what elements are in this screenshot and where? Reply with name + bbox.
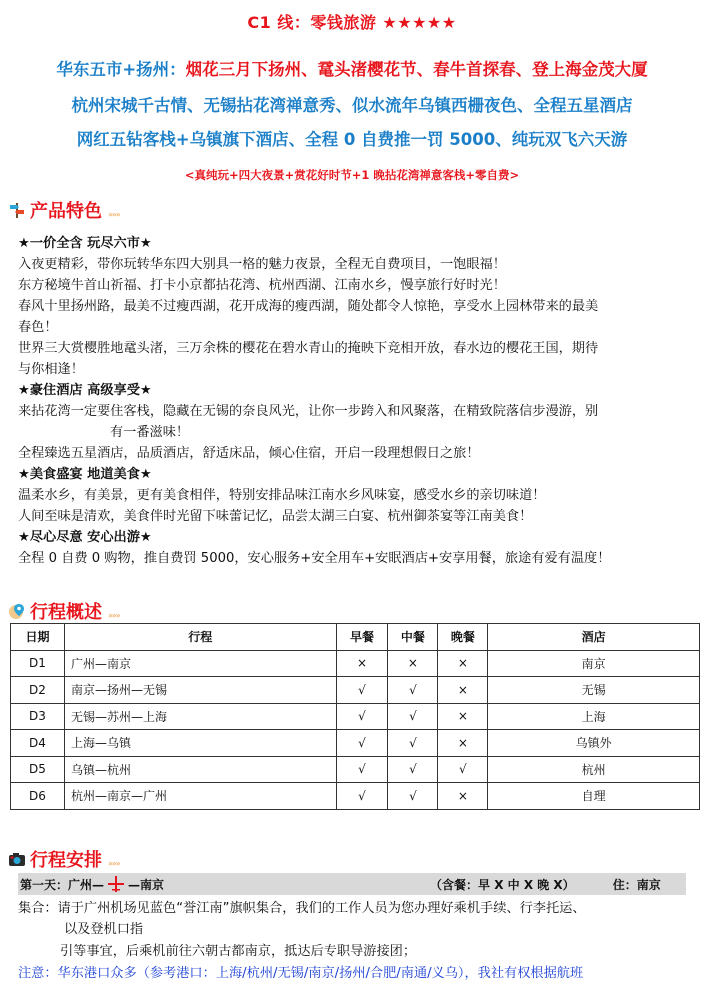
headline-line-2: 杭州宋城千古情、无锡拈花湾禅意秀、似水流年乌镇西栅夜色、全程五星酒店 bbox=[71, 96, 633, 115]
cell-dinner: × bbox=[438, 783, 488, 810]
feature-line: 入夜更精彩，带你玩转华东四大别具一格的魅力夜景，全程无自费项目，一饱眼福！ bbox=[18, 257, 506, 272]
cell-breakfast: √ bbox=[336, 677, 388, 704]
cell-dinner: × bbox=[438, 703, 488, 730]
cell-route: 乌镇—杭州 bbox=[64, 756, 336, 783]
col-header-lunch: 中餐 bbox=[388, 624, 438, 651]
col-header-date: 日期 bbox=[11, 624, 65, 651]
col-header-dinner: 晚餐 bbox=[438, 624, 488, 651]
day1-label: 第一天：广州— bbox=[20, 877, 105, 892]
cell-breakfast: √ bbox=[336, 730, 388, 757]
feature-line: 有一番滋味！ bbox=[110, 425, 190, 440]
day1-destination: —南京 bbox=[128, 877, 165, 892]
cell-breakfast: √ bbox=[336, 703, 388, 730]
headline-line-3: 网红五钻客栈+乌镇旗下酒店、全程 0 自费推一罚 5000、纯玩双飞六天游 bbox=[76, 130, 628, 149]
cell-hotel: 无锡 bbox=[488, 677, 700, 704]
cell-day: D4 bbox=[11, 730, 65, 757]
table-header-row bbox=[11, 624, 700, 651]
cell-hotel: 上海 bbox=[488, 703, 700, 730]
map-pin-icon bbox=[8, 602, 26, 620]
chevrons-icon: »»» bbox=[108, 209, 120, 219]
col-header-route: 行程 bbox=[64, 624, 336, 651]
table-row bbox=[11, 650, 700, 677]
day1-para-line-1: 集合：请于广州机场见蓝色“誉江南”旗帜集合，我们的工作人员为您办理好乘机手续、行李托运、 bbox=[18, 901, 586, 916]
day1-header-bar bbox=[18, 873, 686, 895]
cell-dinner: × bbox=[438, 730, 488, 757]
cell-day: D1 bbox=[11, 650, 65, 677]
airplane-icon bbox=[106, 874, 126, 894]
cell-breakfast: × bbox=[336, 650, 388, 677]
feature-heading: ★豪住酒店 高级享受★ bbox=[18, 383, 152, 398]
feature-line: 东方秘境牛首山祈福、打卡小京都拈花湾、杭州西湖、江南水乡，慢享旅行好时光！ bbox=[18, 278, 506, 293]
camera-icon bbox=[8, 850, 26, 868]
feature-heading: ★一价全含 玩尽六市★ bbox=[18, 236, 152, 251]
cell-day: D6 bbox=[11, 783, 65, 810]
headline-line-1 bbox=[0, 56, 704, 80]
table-row bbox=[11, 730, 700, 757]
cell-lunch: √ bbox=[388, 730, 438, 757]
feature-line: 来拈花湾一定要住客栈，隐藏在无锡的奈良风光，让你一步跨入和风聚落，在精致院落信步漫游，别 bbox=[18, 404, 599, 419]
chevrons-icon: »»» bbox=[108, 610, 120, 620]
day1-note: 注意：华东港口众多（参考港口：上海/杭州/无锡/南京/扬州/合肥/南通/义乌），我社有权根据航班 bbox=[18, 966, 584, 981]
cell-hotel: 自理 bbox=[488, 783, 700, 810]
feature-heading: ★尽心尽意 安心出游★ bbox=[18, 530, 152, 545]
col-header-breakfast: 早餐 bbox=[336, 624, 388, 651]
cell-dinner: × bbox=[438, 650, 488, 677]
cell-route: 广州—南京 bbox=[64, 650, 336, 677]
cell-lunch: √ bbox=[388, 677, 438, 704]
cell-lunch: × bbox=[388, 650, 438, 677]
table-row bbox=[11, 783, 700, 810]
cell-hotel: 乌镇外 bbox=[488, 730, 700, 757]
section-features-title: 产品特色 bbox=[30, 201, 102, 222]
cell-day: D5 bbox=[11, 756, 65, 783]
day1-meals: （含餐：早 X 中 X 晚 X） bbox=[430, 877, 575, 892]
section-arrangement-header bbox=[8, 846, 120, 872]
col-header-hotel: 酒店 bbox=[488, 624, 700, 651]
feature-line: 世界三大赏樱胜地鼋头渚，三万余株的樱花在碧水青山的掩映下竞相开放，春水边的樱花王国，期待 bbox=[18, 341, 599, 356]
day1-para-line-2: 以及登机口指 bbox=[64, 922, 144, 937]
cell-day: D2 bbox=[11, 677, 65, 704]
cell-route: 无锡—苏州—上海 bbox=[64, 703, 336, 730]
cell-day: D3 bbox=[11, 703, 65, 730]
cell-breakfast: √ bbox=[336, 783, 388, 810]
headline-route: 华东五市+扬州： bbox=[56, 60, 186, 79]
feature-heading: ★美食盛宴 地道美食★ bbox=[18, 467, 152, 482]
itinerary-table bbox=[10, 623, 700, 810]
page-title: C1 线：零钱旅游 ★★★★★ bbox=[247, 13, 457, 32]
feature-line: 春风十里扬州路，最美不过瘦西湖，花开成海的瘦西湖，随处都令人惊艳，享受水上园林带来的最美 bbox=[18, 299, 599, 314]
cell-lunch: √ bbox=[388, 703, 438, 730]
section-overview-title: 行程概述 bbox=[30, 602, 102, 623]
feature-line: 与你相逢！ bbox=[18, 362, 84, 377]
cell-dinner: × bbox=[438, 677, 488, 704]
feature-line: 人间至味是清欢，美食伴时光留下味蕾记忆，品尝太湖三白宴、杭州御茶宴等江南美食！ bbox=[18, 509, 533, 524]
day1-stay: 住：南京 bbox=[612, 877, 661, 892]
cell-breakfast: √ bbox=[336, 756, 388, 783]
feature-line: 全程 0 自费 0 购物，推自费罚 5000，安心服务+安全用车+安眠酒店+安享用餐，旅途有爱有温度！ bbox=[18, 551, 611, 566]
table-row bbox=[11, 677, 700, 704]
cell-lunch: √ bbox=[388, 783, 438, 810]
signpost-icon bbox=[8, 201, 26, 219]
cell-route: 杭州—南京—广州 bbox=[64, 783, 336, 810]
section-overview-header bbox=[8, 598, 120, 624]
chevrons-icon: »»» bbox=[108, 858, 120, 868]
cell-hotel: 南京 bbox=[488, 650, 700, 677]
section-features-header bbox=[8, 197, 120, 223]
features-text bbox=[18, 233, 696, 569]
tagline: <真纯玩+四大夜景+赏花好时节+1 晚拈花湾禅意客栈+零自费> bbox=[184, 168, 520, 182]
cell-hotel: 杭州 bbox=[488, 756, 700, 783]
cell-route: 上海—乌镇 bbox=[64, 730, 336, 757]
table-row bbox=[11, 756, 700, 783]
section-arrangement-title: 行程安排 bbox=[30, 850, 102, 871]
cell-lunch: √ bbox=[388, 756, 438, 783]
day1-para-line-3: 引等事宜，后乘机前往六朝古都南京，抵达后专职导游接团； bbox=[60, 944, 417, 959]
feature-line: 全程臻选五星酒店，品质酒店，舒适床品，倾心住宿，开启一段理想假日之旅！ bbox=[18, 446, 480, 461]
cell-route: 南京—扬州—无锡 bbox=[64, 677, 336, 704]
headline-highlights: 烟花三月下扬州、鼋头渚樱花节、春牛首探春、登上海金茂大厦 bbox=[185, 60, 648, 79]
table-row bbox=[11, 703, 700, 730]
feature-line: 温柔水乡，有美景，更有美食相伴，特别安排品味江南水乡风味宴，感受水乡的亲切味道！ bbox=[18, 488, 546, 503]
feature-line: 春色！ bbox=[18, 320, 58, 335]
cell-dinner: √ bbox=[438, 756, 488, 783]
